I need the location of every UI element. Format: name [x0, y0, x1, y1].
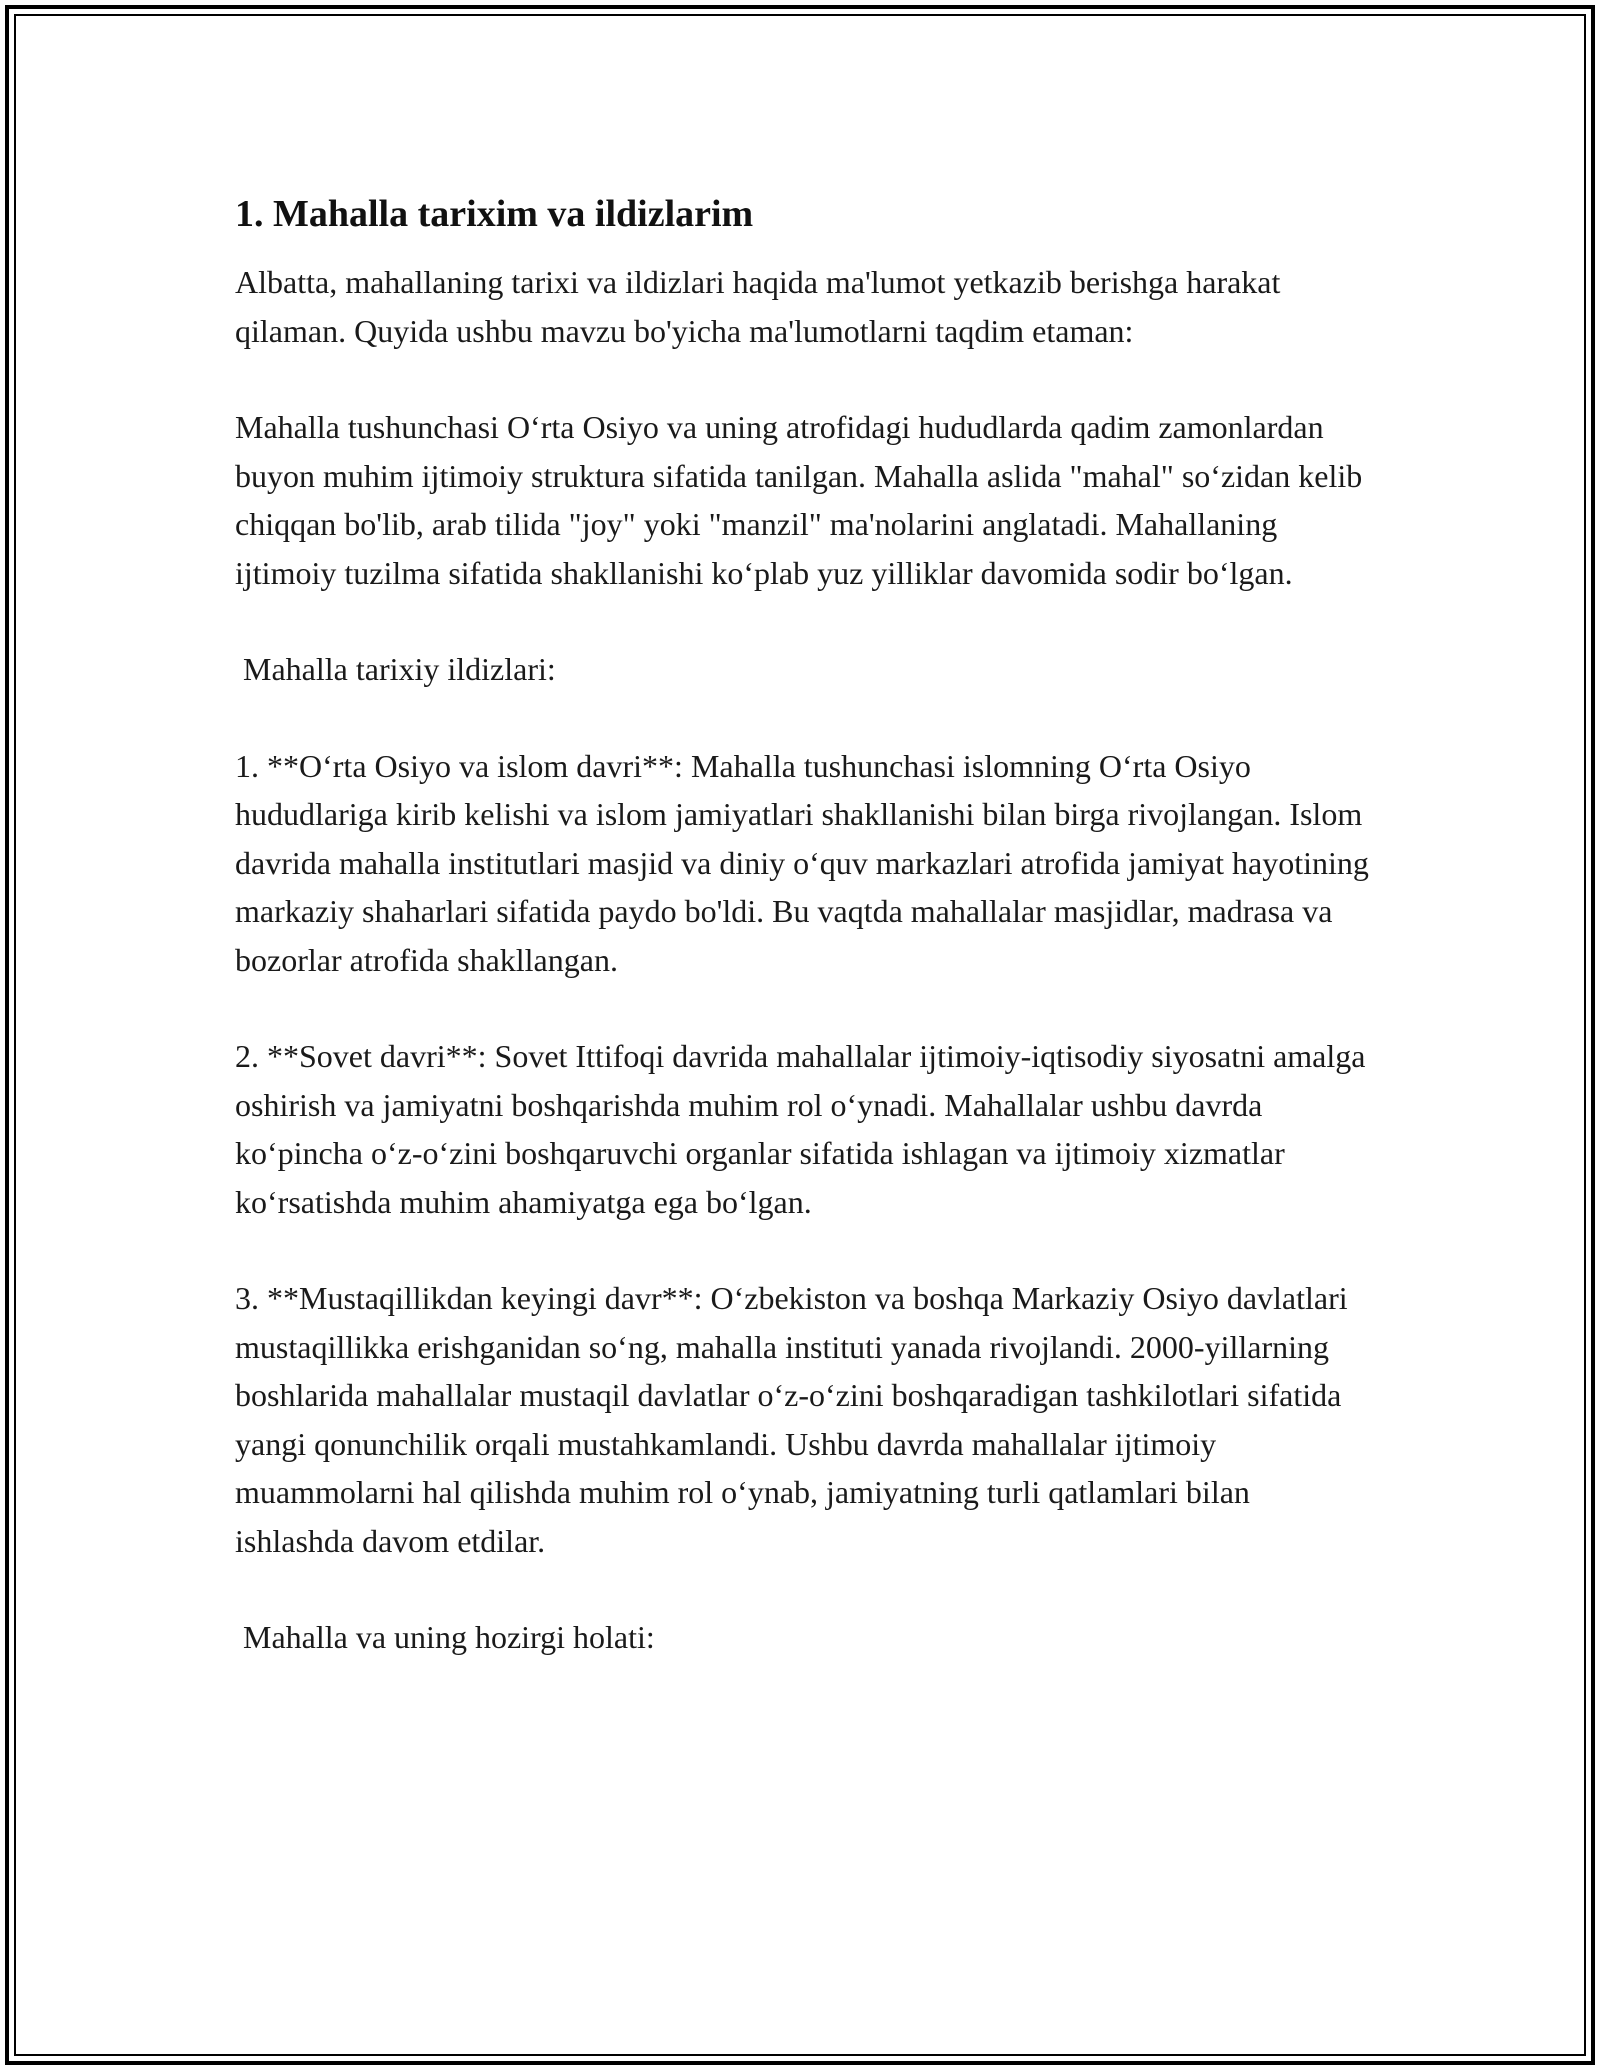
subheading-current-state: Mahalla va uning hozirgi holati:	[235, 1619, 655, 1655]
intro-paragraph: Albatta, mahallaning tarixi va ildizlari haqida ma'lumot yetkazib berishga harakat qilaman. Quyida ushbu mavzu bo'yicha ma'lumotlarni taqdim etaman:	[235, 264, 1289, 349]
document-body	[235, 188, 1375, 1662]
definition-paragraph: Mahalla tushunchasi O‘rta Osiyo va uning atrofidagi hududlarda qadim zamonlardan buyon muhim ijtimoiy struktura sifatida tanilgan. Mahalla aslida "mahal" so‘zidan kelib chiqqan bo'lib, arab tilida "joy" yoki "manzil" ma'nolarini anglatadi. Mahallaning ijtimoiy tuzilma sifatida shakllanishi ko‘plab yuz yilliklar davomida sodir bo‘lgan.	[235, 409, 1371, 591]
subheading-historical-roots: Mahalla tarixiy ildizlari:	[235, 651, 556, 687]
list-item-independence-period: 3. **Mustaqillikdan keyingi davr**: O‘zbekiston va boshqa Markaziy Osiyo davlatlari mustaqillikka erishganidan so‘ng, mahalla instituti yanada rivojlandi. 2000-yillarning boshlarida mahallalar mustaqil davlatlar o‘z-o‘zini boshqaradigan tashkilotlari sifatida yangi qonunchilik orqali mustahkamlandi. Ushbu davrda mahallalar ijtimoiy muammolarni hal qilishda muhim rol o‘ynab, jamiyatning turli qatlamlari bilan ishlashda davom etdilar.	[235, 1280, 1356, 1559]
section-heading: 1. Mahalla tarixim va ildizlarim	[235, 193, 754, 235]
list-item-soviet-period: 2. **Sovet davri**: Sovet Ittifoqi davrida mahallalar ijtimoiy-iqtisodiy siyosatni amalga oshirish va jamiyatni boshqarishda muhim rol o‘ynadi. Mahallalar ushbu davrda ko‘pincha o‘z-o‘zini boshqaruvchi organlar sifatida ishlagan va ijtimoiy xizmatlar ko‘rsatishda muhim ahamiyatga ega bo‘lgan.	[235, 1038, 1374, 1220]
list-item-islamic-period: 1. **O‘rta Osiyo va islom davri**: Mahalla tushunchasi islomning O‘rta Osiyo hududlariga kirib kelishi va islom jamiyatlari shakllanishi bilan birga rivojlangan. Islom davrida mahalla institutlari masjid va diniy o‘quv markazlari atrofida jamiyat hayotining markaziy shaharlari sifatida paydo bo'ldi. Bu vaqtda mahallalar masjidlar, madrasa va bozorlar atrofida shakllangan.	[235, 747, 1377, 978]
